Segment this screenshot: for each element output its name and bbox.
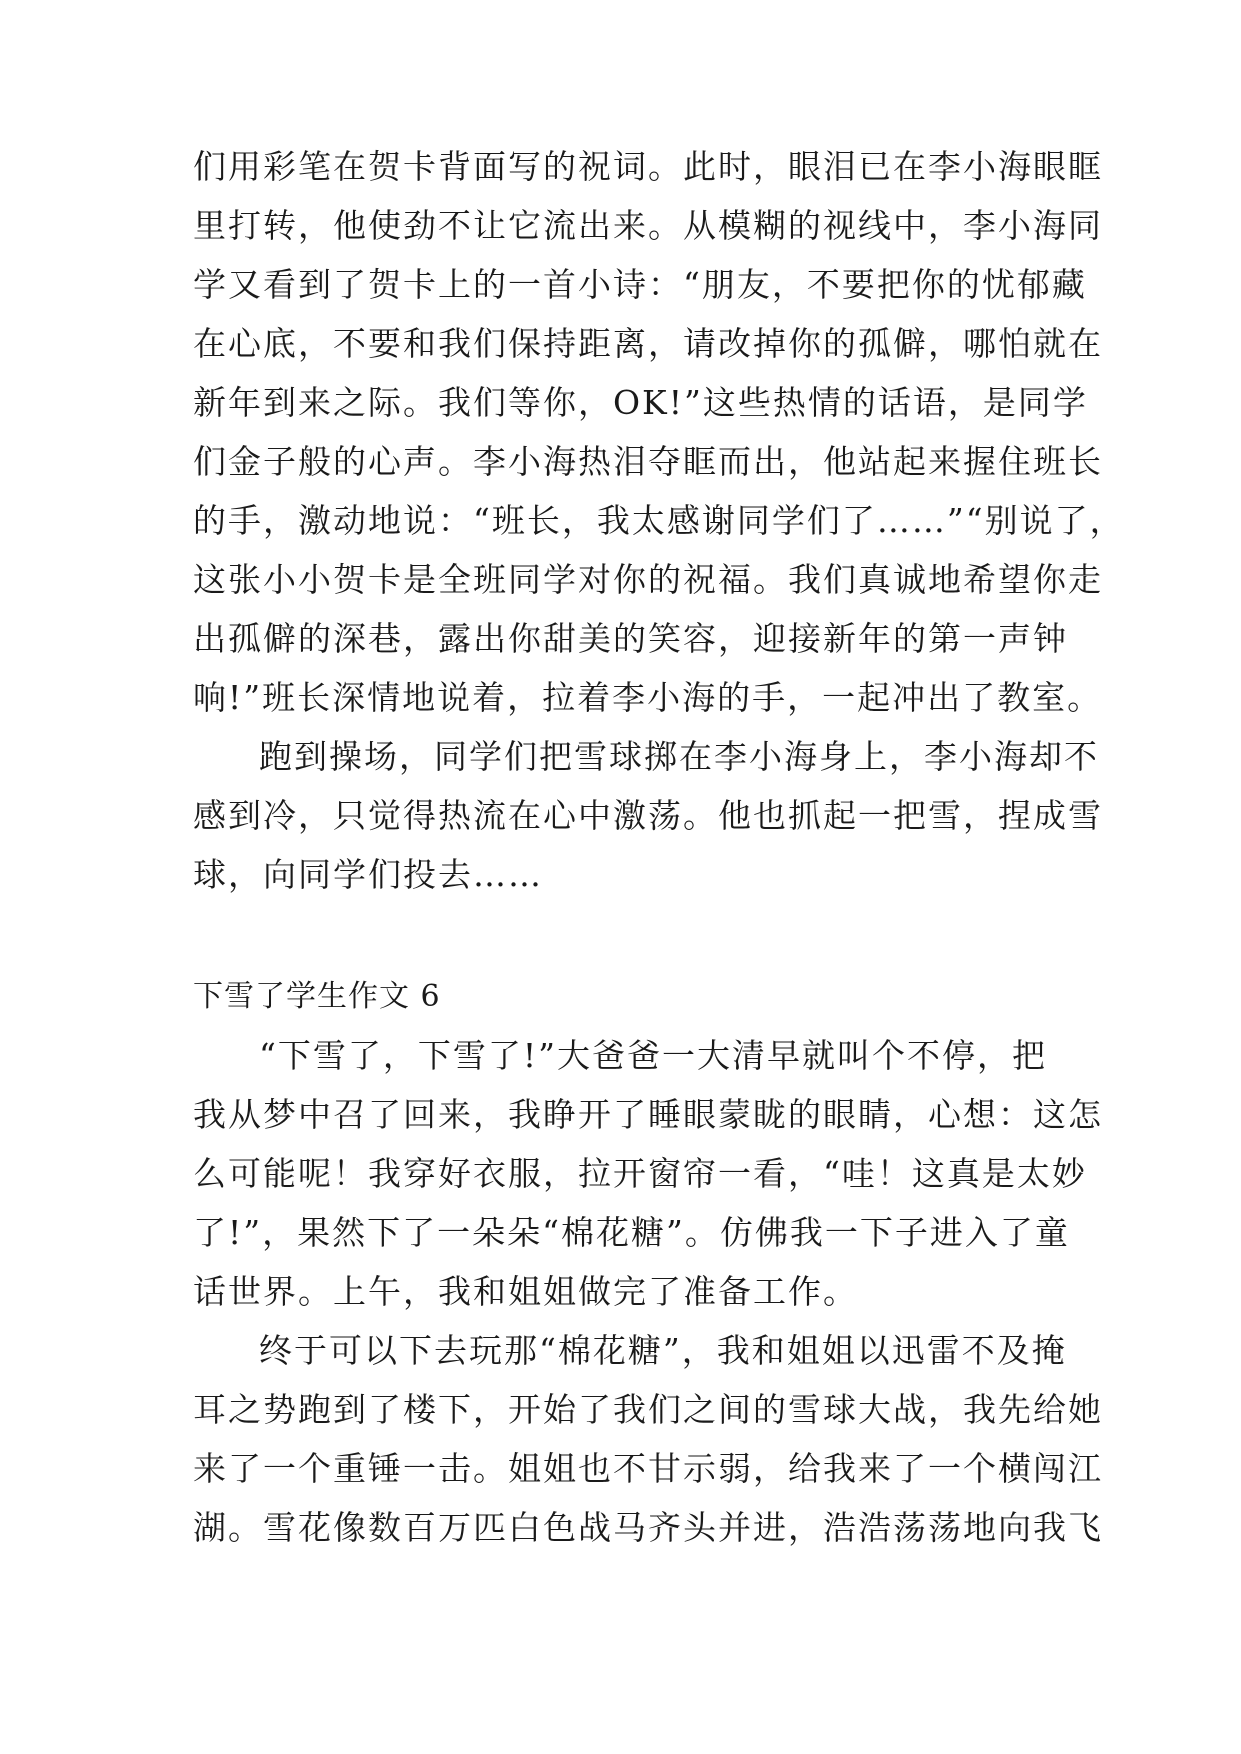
text-line: 球，向同学们投去…… [193,855,543,894]
text-line: 感到冷，只觉得热流在心中激荡。他也抓起一把雪，捏成雪 [193,796,1103,835]
text-line: 在心底，不要和我们保持距离，请改掉你的孤僻，哪怕就在 [193,324,1103,363]
text-line: 们用彩笔在贺卡背面写的祝词。此时，眼泪已在李小海眼眶 [193,147,1103,186]
text-line: 出孤僻的深巷，露出你甜美的笑容，迎接新年的第一声钟 [193,619,1068,658]
text-line: 话世界。上午，我和姐姐做完了准备工作。 [193,1272,858,1311]
text-line: 的手，激动地说：“班长，我太感谢同学们了……”“别说了， [193,501,1125,540]
text-line: 新年到来之际。我们等你，OK!”这些热情的话语，是同学 [193,383,1088,422]
text-line: “下雪了，下雪了!”大爸爸一大清早就叫个不停，把 [259,1036,1048,1075]
text-line: 湖。雪花像数百万匹白色战马齐头并进，浩浩荡荡地向我飞 [193,1508,1103,1547]
text-line: 里打转，他使劲不让它流出来。从模糊的视线中，李小海同 [193,206,1103,245]
text-line: 终于可以下去玩那“棉花糖”，我和姐姐以迅雷不及掩 [259,1331,1067,1370]
text-line: 我从梦中召了回来，我睁开了睡眼蒙眬的眼睛，心想：这怎 [193,1095,1103,1134]
text-line: 学又看到了贺卡上的一首小诗：“朋友，不要把你的忧郁藏 [193,265,1087,304]
text-line: 响!”班长深情地说着，拉着李小海的手，一起冲出了教室。 [193,678,1103,717]
text-line: 来了一个重锤一击。姐姐也不甘示弱，给我来了一个横闯江 [193,1449,1103,1488]
text-line: 们金子般的心声。李小海热泪夺眶而出，他站起来握住班长 [193,442,1103,481]
text-line: 么可能呢！我穿好衣服，拉开窗帘一看，“哇！这真是太妙 [193,1154,1087,1193]
section-title: 下雪了学生作文 6 [193,979,441,1014]
text-line: 了!”，果然下了一朵朵“棉花糖”。仿佛我一下子进入了童 [193,1213,1070,1252]
text-line: 耳之势跑到了楼下，开始了我们之间的雪球大战，我先给她 [193,1390,1103,1429]
text-line: 跑到操场，同学们把雪球掷在李小海身上，李小海却不 [259,737,1099,776]
text-line: 这张小小贺卡是全班同学对你的祝福。我们真诚地希望你走 [193,560,1103,599]
